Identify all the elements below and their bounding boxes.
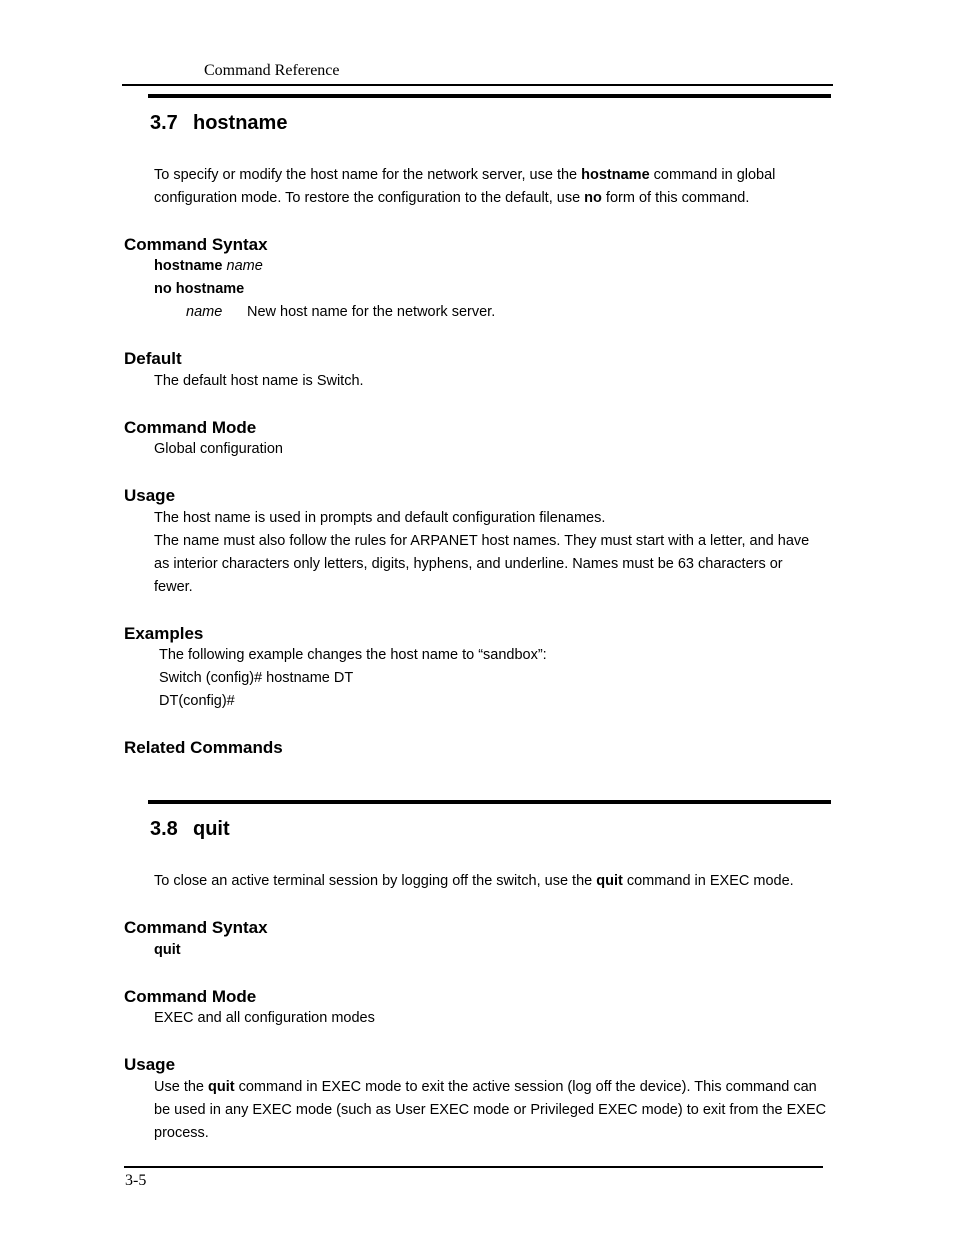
usage-line: fewer.: [154, 579, 193, 595]
running-header: Command Reference: [204, 62, 340, 79]
section-number: 3.8: [150, 818, 178, 840]
footer-rule: [124, 1166, 823, 1168]
intro-line-1: To specify or modify the host name for the network server, use the hostname command in global: [154, 167, 776, 183]
default-text: The default host name is Switch.: [154, 373, 364, 389]
heading-examples: Examples: [124, 624, 204, 643]
heading-usage: Usage: [124, 486, 176, 505]
section-number: 3.7: [150, 112, 178, 134]
section-rule-3-8: [148, 800, 831, 804]
usage-line-3: process.: [154, 1125, 209, 1141]
heading-command-syntax: Command Syntax: [124, 918, 268, 937]
heading-related-commands: Related Commands: [124, 738, 283, 757]
mode-text: EXEC and all configuration modes: [154, 1010, 375, 1026]
section-rule-3-7: [148, 94, 831, 98]
heading-command-syntax: Command Syntax: [124, 235, 268, 254]
usage-line: as interior characters only letters, digits, hyphens, and underline. Names must be 63 characters or: [154, 556, 783, 572]
usage-line: The name must also follow the rules for ARPANET host names. They must start with a letter, and have: [154, 533, 810, 549]
usage-line-2: be used in any EXEC mode (such as User EXEC mode or Privileged EXEC mode) to exit from the EXEC: [154, 1102, 827, 1118]
header-rule: [122, 84, 833, 86]
section-heading-quit: [150, 818, 230, 841]
heading-default: Default: [124, 349, 182, 368]
intro-line-1: To close an active terminal session by logging off the switch, use the quit command in EXEC mode.: [154, 873, 794, 889]
section-heading-hostname: [150, 112, 287, 135]
heading-command-mode: Command Mode: [124, 987, 257, 1006]
intro-line-2: configuration mode. To restore the configuration to the default, use no form of this command.: [154, 190, 750, 206]
syntax-line-1: hostname name: [154, 258, 263, 274]
example-line: Switch (config)# hostname DT: [159, 670, 354, 686]
section-title: quit: [193, 818, 230, 840]
page-number: 3-5: [125, 1172, 147, 1189]
heading-command-mode: Command Mode: [124, 418, 257, 437]
param-name: name: [186, 304, 223, 320]
usage-line: The host name is used in prompts and default configuration filenames.: [154, 510, 606, 526]
example-line: The following example changes the host name to “sandbox”:: [159, 647, 547, 663]
syntax-line-2: no hostname: [154, 281, 245, 297]
heading-usage: Usage: [124, 1055, 176, 1074]
mode-text: Global configuration: [154, 441, 283, 457]
param-description: New host name for the network server.: [247, 304, 496, 320]
section-title: hostname: [193, 112, 288, 134]
syntax-line-1: quit: [154, 942, 181, 958]
example-line: DT(config)#: [159, 693, 235, 709]
usage-line-1: Use the quit command in EXEC mode to exit the active session (log off the device). This command can: [154, 1079, 817, 1095]
